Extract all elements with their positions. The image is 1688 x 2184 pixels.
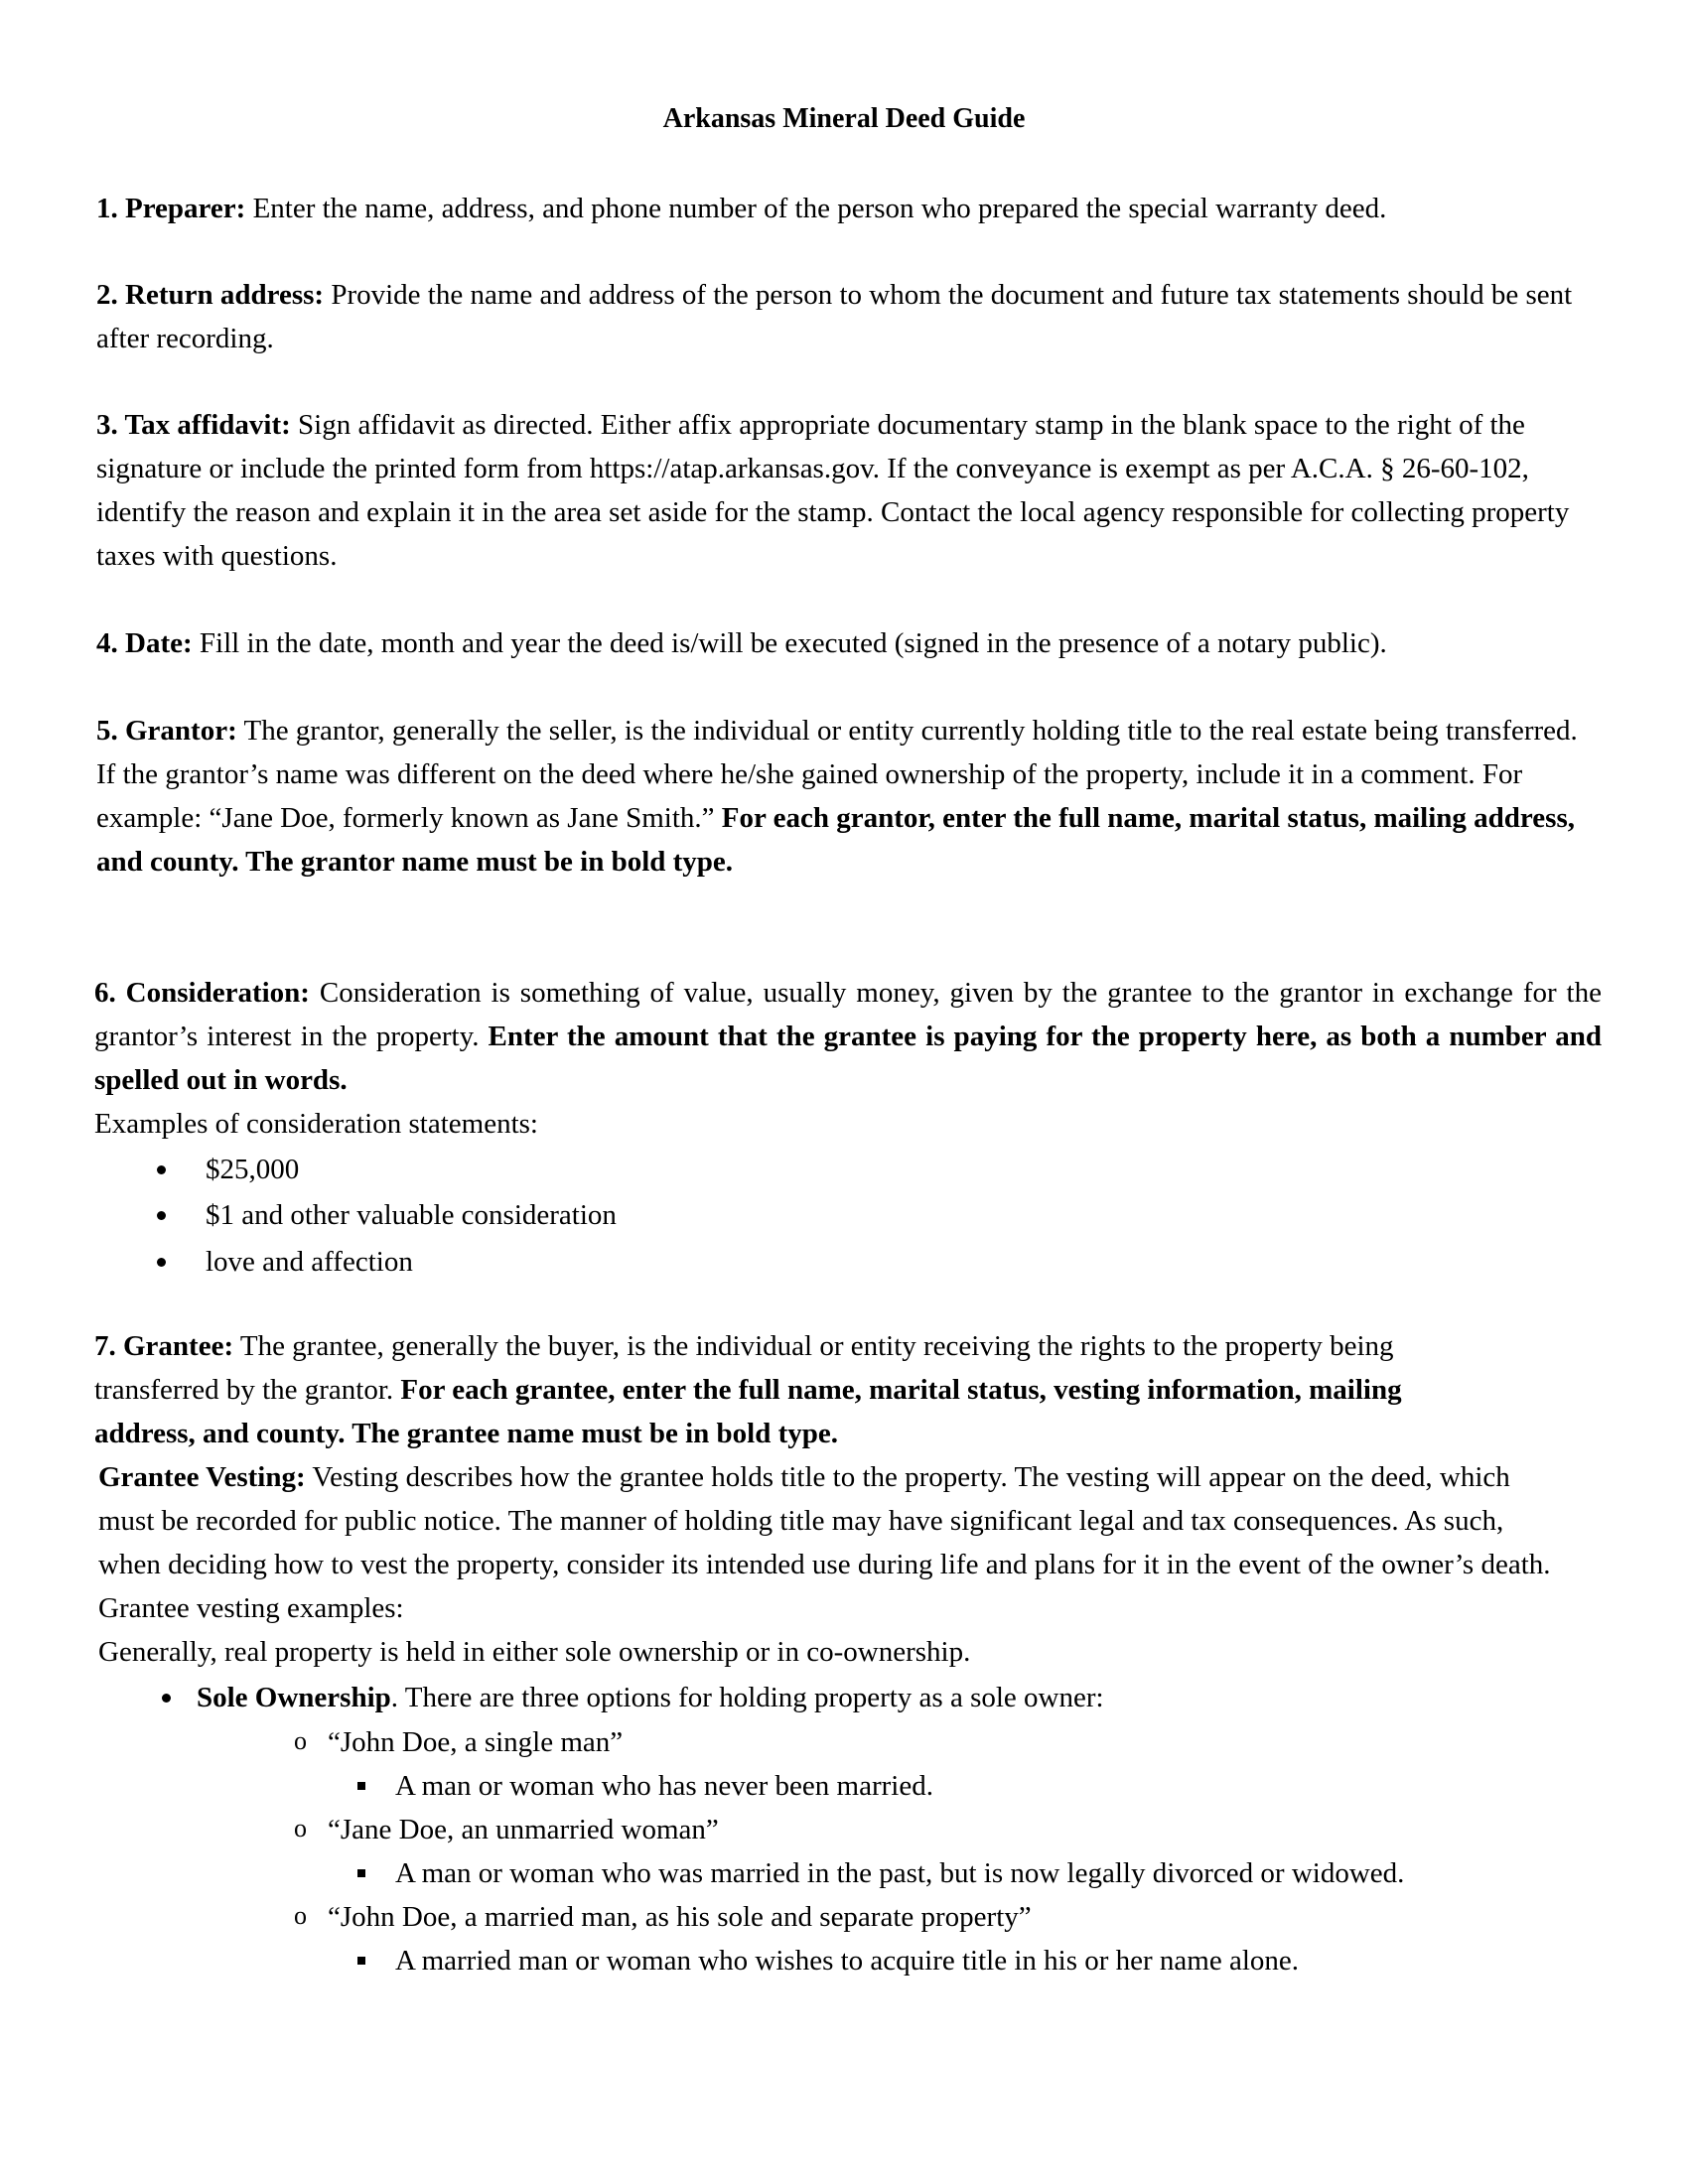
list-item: $25,000 xyxy=(206,1154,300,1185)
circle-bullet-icon: o xyxy=(294,1726,307,1755)
sole-ownership-text: . There are three options for holding property as a sole owner: xyxy=(390,1682,1104,1713)
section-text: The grantee, generally the buyer, is the individual or entity receiving the rights to the property being transferred by the grantor. xyxy=(94,1330,1394,1406)
list-item: $1 and other valuable consideration xyxy=(206,1199,617,1231)
section-preparer xyxy=(96,187,1596,230)
vesting-option-description: A married man or woman who wishes to acquire title in his or her name alone. xyxy=(395,1945,1300,1977)
section-bold-instruction: For each grantor, enter the full name, marital status, mailing address, and county. The grantor name must be in bold type. xyxy=(96,802,1575,878)
bullet-icon xyxy=(157,1258,166,1267)
list-item: love and affection xyxy=(206,1246,413,1278)
section-date xyxy=(96,621,1596,665)
section-return-address xyxy=(96,273,1596,360)
section-grantor xyxy=(96,709,1596,884)
section-heading: 4. Date: xyxy=(96,627,193,659)
circle-bullet-icon: o xyxy=(294,1901,307,1930)
vesting-heading: Grantee Vesting: xyxy=(98,1461,306,1493)
section-bold-instruction: Enter the amount that the grantee is paying for the property here, as both a number and spelled out in words. xyxy=(94,1021,1602,1096)
square-bullet-icon xyxy=(357,1957,365,1965)
generally-note: Generally, real property is held in either sole ownership or in co-ownership. xyxy=(98,1636,971,1668)
sole-ownership-item xyxy=(197,1676,1104,1719)
sole-ownership-heading: Sole Ownership xyxy=(197,1682,391,1713)
vesting-option: “John Doe, a married man, as his sole and separate property” xyxy=(328,1901,1032,1933)
examples-label: Examples of consideration statements: xyxy=(94,1108,538,1140)
section-tax-affidavit xyxy=(96,403,1596,578)
page-title: Arkansas Mineral Deed Guide xyxy=(662,103,1026,134)
section-text: Provide the name and address of the person to whom the document and future tax statements should be sent after recording. xyxy=(96,279,1573,354)
section-heading: 7. Grantee: xyxy=(94,1330,234,1362)
square-bullet-icon xyxy=(357,1782,365,1790)
section-consideration xyxy=(94,971,1602,1102)
vesting-option-description: A man or woman who was married in the past, but is now legally divorced or widowed. xyxy=(395,1857,1405,1889)
bullet-icon xyxy=(157,1211,166,1220)
vesting-option-description: A man or woman who has never been married. xyxy=(395,1770,933,1802)
square-bullet-icon xyxy=(357,1869,365,1877)
circle-bullet-icon: o xyxy=(294,1814,307,1843)
section-text: The grantor, generally the seller, is the individual or entity currently holding title to the real estate being transferred. If the grantor’s name was different on the deed where he/she gained ownership of the property, include it in a comment. For example: “Jane Doe, formerly known as Jane Smith.” xyxy=(96,715,1578,834)
grantee-vesting xyxy=(98,1455,1568,1630)
vesting-option: “John Doe, a single man” xyxy=(328,1726,624,1758)
section-text: Enter the name, address, and phone number of the person who prepared the special warranty deed. xyxy=(245,193,1387,224)
section-text: Fill in the date, month and year the deed is/will be executed (signed in the presence of a notary public). xyxy=(192,627,1387,659)
bullet-icon xyxy=(162,1694,171,1703)
section-grantee xyxy=(94,1324,1405,1455)
bullet-icon xyxy=(157,1165,166,1174)
section-heading: 2. Return address: xyxy=(96,279,325,311)
section-heading: 5. Grantor: xyxy=(96,715,237,747)
section-heading: 1. Preparer: xyxy=(96,193,246,224)
vesting-option: “Jane Doe, an unmarried woman” xyxy=(328,1814,719,1845)
section-text: Sign affidavit as directed. Either affix appropriate documentary stamp in the blank space to the right of the signature or include the printed form from https://atap.arkansas.gov. If the conveyance is exempt as per A.C.A. § 26-60-102, identify the reason and explain it in the area set aside for the stamp. Contact the local agency responsible for collecting property taxes with questions. xyxy=(96,409,1570,572)
section-heading: 6. Consideration: xyxy=(94,977,310,1009)
vesting-text: Vesting describes how the grantee holds title to the property. The vesting will appear on the deed, which must be recorded for public notice. The manner of holding title may have significant legal and tax consequences. As such, when deciding how to vest the property, consider its intended use during life and plans for it in the event of the owner’s death. Grantee vesting examples: xyxy=(98,1461,1551,1624)
section-text: Consideration is something of value, usually money, given by the grantee to the grantor in exchange for the grantor’s interest in the property. xyxy=(94,977,1602,1052)
section-heading: 3. Tax affidavit: xyxy=(96,409,291,441)
section-bold-instruction: For each grantee, enter the full name, marital status, vesting information, mailing address, and county. The grantee name must be in bold type. xyxy=(94,1374,1402,1449)
